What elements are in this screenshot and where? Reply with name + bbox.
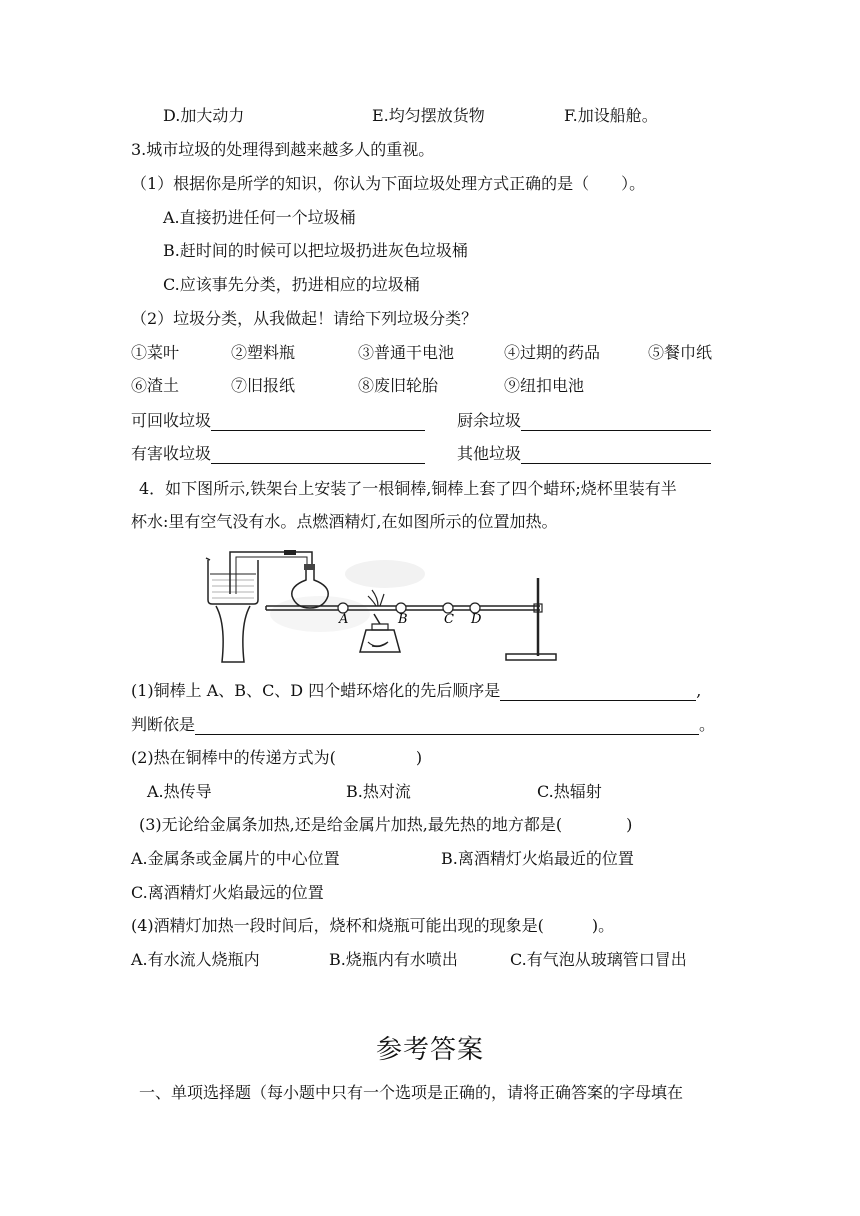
other-label: 其他垃圾 xyxy=(457,444,522,463)
recyclable-row xyxy=(131,411,425,431)
q3-p1-option-b: B.赶时间的时候可以把垃圾扔进灰色垃圾桶 xyxy=(163,241,468,260)
waste-item-8: ⑧废旧轮胎 xyxy=(358,376,439,395)
q4-p4-option-c: C.有气泡从玻璃管口冒出 xyxy=(510,950,687,969)
label-c: C xyxy=(444,612,454,627)
reason-blank[interactable] xyxy=(195,718,699,735)
option-e: E.均匀摆放货物 xyxy=(372,106,485,125)
q4-p1-line2-text: 判断依是 xyxy=(131,715,196,734)
option-f: F.加设船舱。 xyxy=(564,106,658,125)
label-d: D xyxy=(471,612,482,627)
waste-item-6: ⑥渣土 xyxy=(131,376,180,395)
q3-p1-option-a: A.直接扔进任何一个垃圾桶 xyxy=(163,208,356,227)
experiment-apparatus-figure xyxy=(200,544,580,666)
q4-p3-stem: (3)无论给金属条加热,还是给金属片加热,最先热的地方都是( ) xyxy=(139,815,633,834)
q4-p1-line1-end: , xyxy=(696,681,702,700)
q4-p2-stem: (2)热在铜棒中的传递方式为( ) xyxy=(131,748,423,767)
recyclable-label: 可回收垃圾 xyxy=(131,411,212,430)
waste-item-2: ②塑料瓶 xyxy=(231,343,296,362)
q4-stem-line1: 4．如下图所示,铁架台上安装了一根铜棒,铜棒上套了四个蜡环;烧杯里装有半 xyxy=(139,479,677,498)
q4-p4-stem: (4)酒精灯加热一段时间后，烧杯和烧瓶可能出现的现象是( )。 xyxy=(131,916,615,935)
q4-p4-option-b: B.烧瓶内有水喷出 xyxy=(329,950,458,969)
hazardous-label: 有害收垃圾 xyxy=(131,444,212,463)
q4-p1-line1-text: (1)铜棒上 A、B、C、D 四个蜡环熔化的先后顺序是 xyxy=(131,681,501,700)
q4-p2-option-a: A.热传导 xyxy=(147,782,212,801)
q3-stem: 3.城市垃圾的处理得到越来越多人的重视。 xyxy=(131,140,435,159)
q4-p2-option-c: C.热辐射 xyxy=(537,782,602,801)
hazardous-row xyxy=(131,444,425,464)
beaker xyxy=(206,558,258,604)
q4-p3-option-b: B.离酒精灯火焰最近的位置 xyxy=(441,849,634,868)
kitchen-blank[interactable] xyxy=(521,414,711,431)
answer-section1-heading: 一、单项选择题（每小题中只有一个选项是正确的，请将正确答案的字母填在 xyxy=(139,1083,684,1102)
q3-p1-option-c: C.应该事先分类，扔进相应的垃圾桶 xyxy=(163,275,420,294)
label-b: B xyxy=(398,612,408,627)
waste-item-1: ①菜叶 xyxy=(131,343,180,362)
beaker-stand xyxy=(216,606,250,662)
glass-tube xyxy=(230,552,312,594)
order-blank[interactable] xyxy=(500,684,696,701)
recyclable-blank[interactable] xyxy=(211,414,425,431)
q4-p3-option-c: C.离酒精灯火焰最远的位置 xyxy=(131,883,324,902)
q3-p2-stem: （2）垃圾分类，从我做起！请给下列垃圾分类？ xyxy=(131,309,478,328)
waste-item-7: ⑦旧报纸 xyxy=(231,376,296,395)
iron-stand xyxy=(506,578,556,660)
q4-stem-line2: 杯水:里有空气没有水。点燃酒精灯,在如图所示的位置加热。 xyxy=(131,512,558,531)
waste-item-9: ⑨纽扣电池 xyxy=(504,376,585,395)
waste-item-3: ③普通干电池 xyxy=(358,343,455,362)
kitchen-row xyxy=(457,411,711,431)
q4-p1-line2 xyxy=(131,715,715,735)
other-row xyxy=(457,444,711,464)
waste-item-4: ④过期的药品 xyxy=(504,343,601,362)
waste-item-5: ⑤餐巾纸 xyxy=(648,343,713,362)
option-d: D.加大动力 xyxy=(163,106,245,125)
q3-p1-stem: （1）根据你是所学的知识，你认为下面垃圾处理方式正确的是（ ）。 xyxy=(131,174,646,193)
q4-p4-option-a: A.有水流人烧瓶内 xyxy=(131,950,260,969)
other-blank[interactable] xyxy=(521,447,711,464)
q4-p2-option-b: B.热对流 xyxy=(346,782,411,801)
answer-title: 参考答案 xyxy=(375,1035,484,1065)
q4-p1-line1 xyxy=(131,681,701,701)
label-a: A xyxy=(339,612,349,627)
kitchen-label: 厨余垃圾 xyxy=(457,411,522,430)
hazardous-blank[interactable] xyxy=(211,447,425,464)
q4-p1-line2-end: 。 xyxy=(699,715,716,734)
q4-p3-option-a: A.金属条或金属片的中心位置 xyxy=(131,849,340,868)
